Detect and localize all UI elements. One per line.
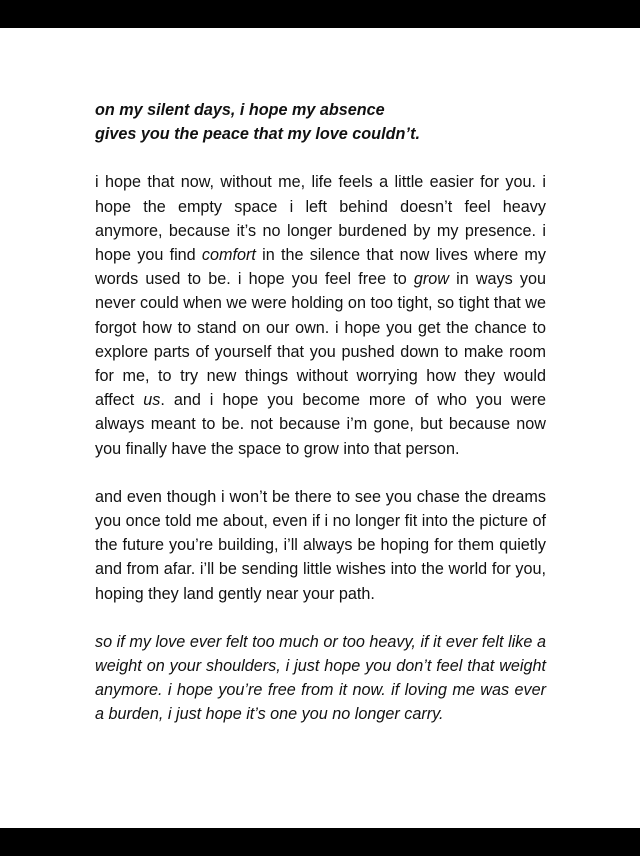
document-body [95, 98, 546, 727]
document-title [95, 98, 546, 146]
emphasis-comfort: comfort [201, 246, 256, 265]
page [0, 28, 640, 828]
emphasis-grow: grow [413, 270, 449, 289]
paragraph-1-text-a: i hope that now, without me, life feels a little easier for you. i hope the empty space i left behind doesn’t feel heavy anymore, because it’s no longer burdened by my presence. i hope you find [95, 173, 546, 265]
paragraph-1-text-c: in ways you never could when we were holding on too tight, so tight that we forgot how to stand on our own. i hope you get the chance to explore parts of yourself that you pushed down to make room for me, to try new things without worrying how they would affect [95, 270, 546, 410]
title-line-1: on my silent days, i hope my absence [95, 101, 385, 119]
paragraph-1-text-d: . and i hope you become more of who you were always meant to be. not because i’m gone, but because now you finally have the space to grow into that person. [95, 391, 546, 458]
title-line-2: gives you the peace that my love couldn’t. [95, 125, 421, 144]
paragraph-2: and even though i won’t be there to see you chase the dreams you once told me about, even if i no longer fit into the picture of the future you’re building, i’ll always be hoping for them quietly and from afar. i’ll be sending little wishes into the world for you, hoping they land gently near your path. [95, 487, 546, 603]
paragraph-1 [95, 170, 546, 460]
emphasis-us: us [143, 391, 161, 410]
paragraph-1-text-b: in the silence that now lives where my words used to be. i hope you feel free to [95, 246, 547, 289]
paragraph-3: so if my love ever felt too much or too heavy, if it ever felt like a weight on your shoulders, i just hope you don’t feel that weight anymore. i hope you’re free from it now. if loving me was ever a burden, i just hope it’s one you no longer carry. [95, 632, 546, 724]
